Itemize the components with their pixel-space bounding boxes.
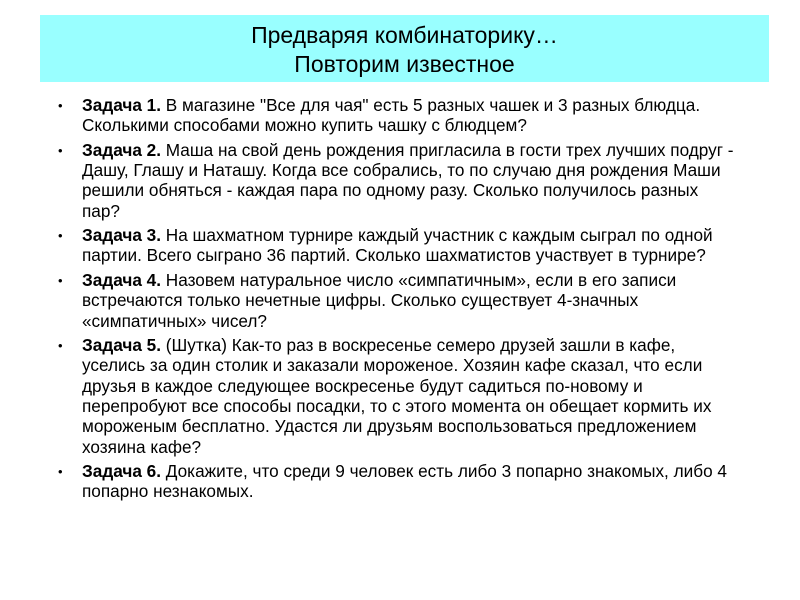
task-item-3: [58, 225, 738, 266]
task-label: Задача 5.: [82, 335, 162, 356]
task-item-5: [58, 335, 738, 457]
task-label: Задача 6.: [82, 460, 162, 481]
bullet-icon: •: [58, 463, 63, 479]
task-text: (Шутка) Как-то раз в воскресенье семеро друзей зашли в кафе, уселись за один столик и заказали мороженое. Хозяин кафе сказал, что если друзья в каждое следующее воскресенье будут садиться по-новому и перепробуют все способы посадки, то с этого момента он обещает кормить их мороженым бесплатно. Удастся ли друзьям воспользоваться предложением хозяина кафе?: [82, 335, 712, 457]
task-item-1: [58, 95, 738, 136]
task-item-4: [58, 270, 738, 331]
task-item-2: [58, 140, 738, 221]
task-text: В магазине "Все для чая" есть 5 разных чашек и 3 разных блюдца. Сколькими способами можно купить чашку с блюдцем?: [82, 95, 701, 136]
task-text: На шахматном турнире каждый участник с каждым сыграл по одной партии. Всего сыграно 36 партий. Сколько шахматистов участвует в турнире?: [82, 225, 713, 266]
task-item-6: [58, 461, 738, 502]
task-label: Задача 1.: [82, 95, 162, 115]
bullet-icon: •: [58, 272, 63, 288]
task-label: Задача 2.: [82, 139, 162, 160]
bullet-icon: •: [58, 338, 63, 354]
bullet-icon: •: [58, 98, 63, 113]
bullet-icon: •: [58, 228, 63, 244]
task-label: Задача 3.: [82, 225, 162, 246]
task-text: Маша на свой день рождения пригласила в гости трех лучших подруг - Дашу, Глашу и Наташу. Когда все собрались, то по случаю дня рождения Маши решили обняться - каждая пара по одному разу. Сколько получилось разных пар?: [82, 139, 734, 221]
task-text: Докажите, что среди 9 человек есть либо 3 попарно знакомых, либо 4 попарно незнакомых.: [82, 460, 727, 502]
slide-title: [40, 15, 769, 82]
title-line-1: Предваряя комбинаторику…: [251, 22, 558, 48]
task-text: Назовем натуральное число «симпатичным», если в его записи встречаются только нечетные цифры. Сколько существует 4-значных «симпатичных» чисел?: [82, 269, 677, 331]
task-label: Задача 4.: [82, 269, 162, 290]
task-list: [58, 95, 738, 506]
bullet-icon: •: [58, 142, 63, 158]
title-line-2: Повторим известное: [294, 51, 515, 77]
